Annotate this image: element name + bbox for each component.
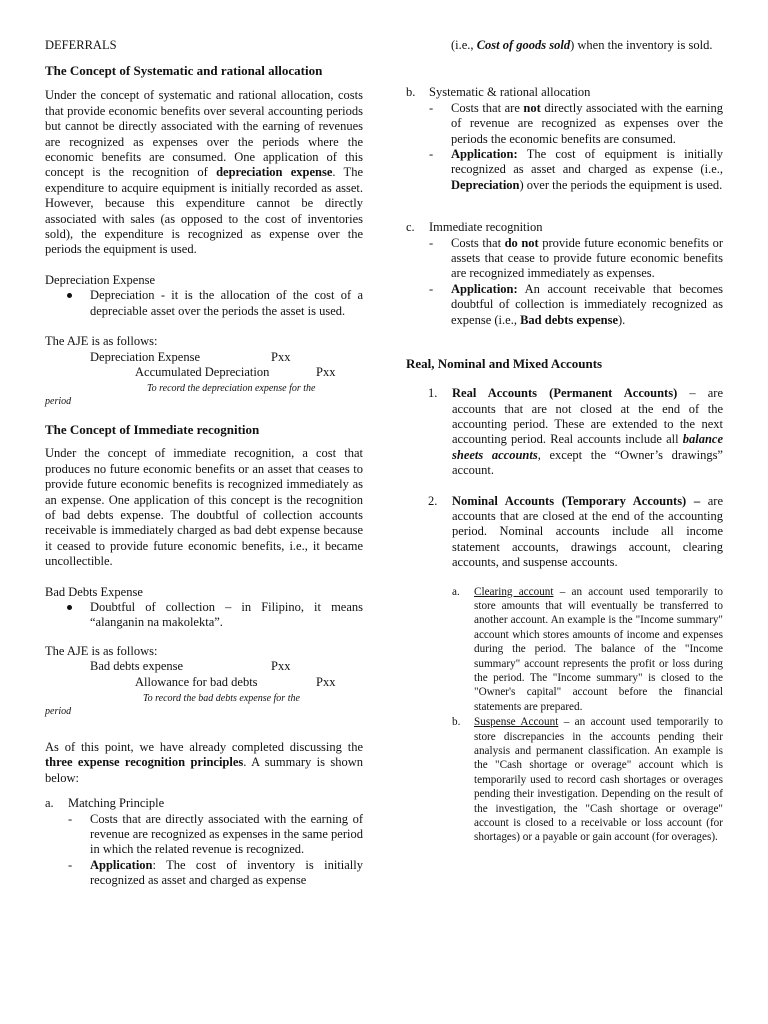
- matching-continuation: [406, 38, 723, 53]
- nominal-accounts-item: [406, 494, 723, 571]
- bold-term: not: [523, 100, 541, 115]
- bold-term: Nominal Accounts (Temporary Accounts) –: [452, 493, 701, 508]
- summary-paragraph: [45, 740, 363, 786]
- text-run: are accounts that are closed at the end of the accounting period. Nominal accounts include all income statement accounts, drawings account, clearing accounts, and suspense accounts.: [452, 493, 723, 570]
- bad-debts-title: Bad Debts Expense: [45, 584, 143, 599]
- aje1-debit-account: Depreciation Expense: [90, 349, 201, 364]
- aje2-caption-cont: period: [45, 705, 72, 717]
- bullet-icon: [67, 293, 72, 298]
- dash-marker: -: [429, 100, 434, 115]
- aje1-debit-line: [45, 350, 363, 365]
- bold-italic-term: Cost of goods sold: [476, 38, 571, 52]
- text-run: As of this point, we have already completed discussing the: [45, 739, 363, 754]
- immediate-title: Immediate recognition: [429, 220, 543, 235]
- list-label: b.: [406, 85, 416, 100]
- bold-term: Application:: [451, 281, 518, 296]
- aje2-debit-account: Bad debts expense: [90, 659, 184, 674]
- systematic-heading: The Concept of Systematic and rational allocation: [45, 63, 323, 79]
- depreciation-title: Depreciation Expense: [45, 272, 156, 287]
- immediate-dash-2: [429, 282, 723, 328]
- text-run: – an account used temporarily to store discrepancies in the accounts pending their analysis and permanent classification. An example is the "Cash shortage or overage" account which is temporarily used to record cash shortages or overages pending their investigation. Depending on the result of the investigation, the "Cash shortage or overage" account is closed to a receivable or loss account (for shortages) or a payable or gain account (for overages).: [474, 716, 723, 844]
- bold-italic-term: balance sheets accounts: [452, 432, 723, 462]
- bold-term: depreciation expense: [216, 165, 333, 180]
- aje2-credit-line: [45, 675, 363, 690]
- deferrals-title: DEFERRALS: [45, 38, 117, 52]
- text-run: ) when the inventory is sold.: [570, 38, 713, 52]
- text-run: Under the concept of systematic and rational allocation, costs that provide economic benefits over several accounting periods but cannot be directly associated with the earning of revenues are recognized as expenses over the periods where the economic benefits are consumed. One application of this concept is the recognition of: [45, 88, 363, 180]
- aje1-credit-amount: Pxx: [316, 364, 336, 379]
- dash-marker: -: [429, 147, 434, 162]
- text-run: (i.e.,: [451, 38, 477, 52]
- list-label: b.: [452, 716, 461, 729]
- bullet-text: Depreciation - it is the allocation of the cost of a depreciable asset over the periods the asset is used.: [90, 288, 363, 318]
- text-run: ) over the periods the equipment is used.: [519, 177, 723, 192]
- dash-marker: -: [68, 811, 73, 826]
- text-run: directly associated with the earning of revenue are recognized as expenses over the periods the economic benefits are consumed.: [451, 100, 723, 146]
- clearing-account-item: [452, 585, 723, 715]
- text-run: . The expenditure to acquire equipment is initially recorded as asset. However, because this expenditure cannot be directly associated with sales (as opposed to the cost of inventories sold), the expenditure is recognized as expense over the periods the equipment is used.: [45, 165, 363, 257]
- underlined-term: Clearing account: [474, 585, 554, 598]
- aje1-caption-cont: period: [45, 396, 72, 408]
- bold-term: Application: [90, 857, 153, 872]
- systematic-paragraph: [45, 88, 363, 257]
- text-run: An account receivable that becomes doubtful of collection is immediately recognized as expense (i.e.,: [451, 281, 723, 327]
- dash-marker: -: [429, 281, 434, 296]
- immediate-paragraph: Under the concept of immediate recognition, a cost that produces no future economic benefits or an asset that ceases to provide future economic benefits is recognized immediately as an expense. One application of this concept is the recognition of bad debts expense. The doubtful of collection accounts receivable is immediately charged as bad debt expense because it ceased to provide future economic benefits, i.e., it became uncollectible.: [45, 446, 363, 569]
- aje1-debit-amount: Pxx: [271, 349, 291, 364]
- text-run: ).: [618, 312, 626, 327]
- immediate-dash-1: [429, 236, 723, 282]
- aje2-credit-account: Allowance for bad debts: [135, 674, 258, 689]
- text-run: – are accounts that are not closed at the end of the accounting period. These are extended to the next accounting period. Real accounts include all: [452, 386, 723, 447]
- dash-text: : The cost of inventory is initially recognized as asset and charged as expense: [90, 857, 363, 888]
- text-run: Costs that are: [451, 100, 524, 115]
- immediate-heading: The Concept of Immediate recognition: [45, 422, 260, 438]
- bold-term: Real Accounts (Permanent Accounts): [452, 386, 678, 401]
- left-column: [45, 38, 363, 889]
- depreciation-bullet: [45, 288, 363, 319]
- aje1-credit-line: [45, 365, 363, 380]
- bullet-text: Doubtful of collection – in Filipino, it means “alanganin na makolekta”.: [90, 599, 363, 630]
- matching-dash-1: [68, 812, 363, 858]
- aje1-intro: The AJE is as follows:: [45, 334, 158, 349]
- list-number: 1.: [428, 386, 438, 401]
- aje1-caption: To record the depreciation expense for the: [147, 383, 316, 395]
- dash-marker: -: [68, 857, 73, 872]
- systematic-item: [406, 85, 723, 193]
- aje2-caption: To record the bad debts expense for the: [143, 692, 300, 704]
- text-run: . A summary is shown below:: [45, 755, 363, 785]
- bold-term: three expense recognition principles: [45, 755, 244, 770]
- text-run: provide future economic benefits or assets that cease to provide future economic benefits are recognized immediately as expenses.: [451, 235, 723, 281]
- systematic-dash-2: [429, 147, 723, 193]
- systematic-title: Systematic & rational allocation: [429, 85, 591, 100]
- aje2-credit-amount: Pxx: [316, 674, 336, 689]
- bold-term: Depreciation: [451, 177, 520, 192]
- list-number: 2.: [428, 493, 438, 508]
- suspense-account-item: [452, 715, 723, 845]
- bold-term: Application:: [451, 147, 518, 162]
- list-label: a.: [45, 796, 54, 811]
- text-run: , except the “Owner’s drawings” account.: [452, 447, 723, 478]
- bad-debts-bullet: [45, 600, 363, 631]
- systematic-dash-1: [429, 101, 723, 147]
- aje2-debit-amount: Pxx: [271, 659, 291, 674]
- matching-dash-2: [68, 858, 363, 889]
- bold-term: do not: [504, 235, 539, 250]
- aje2-debit-line: [45, 659, 363, 674]
- bold-term: Bad debts expense: [520, 312, 619, 327]
- aje1-credit-account: Accumulated Depreciation: [135, 364, 270, 379]
- matching-title: Matching Principle: [68, 796, 165, 811]
- underlined-term: Suspense Account: [474, 716, 559, 729]
- list-label: a.: [452, 585, 460, 598]
- immediate-item: [406, 220, 723, 328]
- matching-item: [45, 796, 363, 888]
- real-accounts-item: [406, 386, 723, 478]
- text-run: – an account used temporarily to store amounts that will eventually be transferred to another account. An example is the "Income summary" account which stores amounts of income and expenses during the period. The balance of the "Income summary" account represents the profit or loss during the period. The "Income summary" is closed to the "Owner's capital" account before the financial statements are prepared.: [474, 585, 724, 713]
- list-label: c.: [406, 220, 415, 235]
- accounts-heading: Real, Nominal and Mixed Accounts: [406, 356, 603, 372]
- aje2-intro: The AJE is as follows:: [45, 643, 158, 658]
- text-run: The cost of equipment is initially recognized as asset and charged as expense (i.e.,: [451, 147, 723, 177]
- dash-text: Costs that are directly associated with the earning of revenue are recognized as expenses in the same period in which the related revenue is recognized.: [90, 811, 363, 857]
- dash-marker: -: [429, 235, 434, 250]
- text-run: Costs that: [451, 235, 505, 250]
- right-column: [406, 38, 723, 845]
- bullet-icon: [67, 605, 72, 610]
